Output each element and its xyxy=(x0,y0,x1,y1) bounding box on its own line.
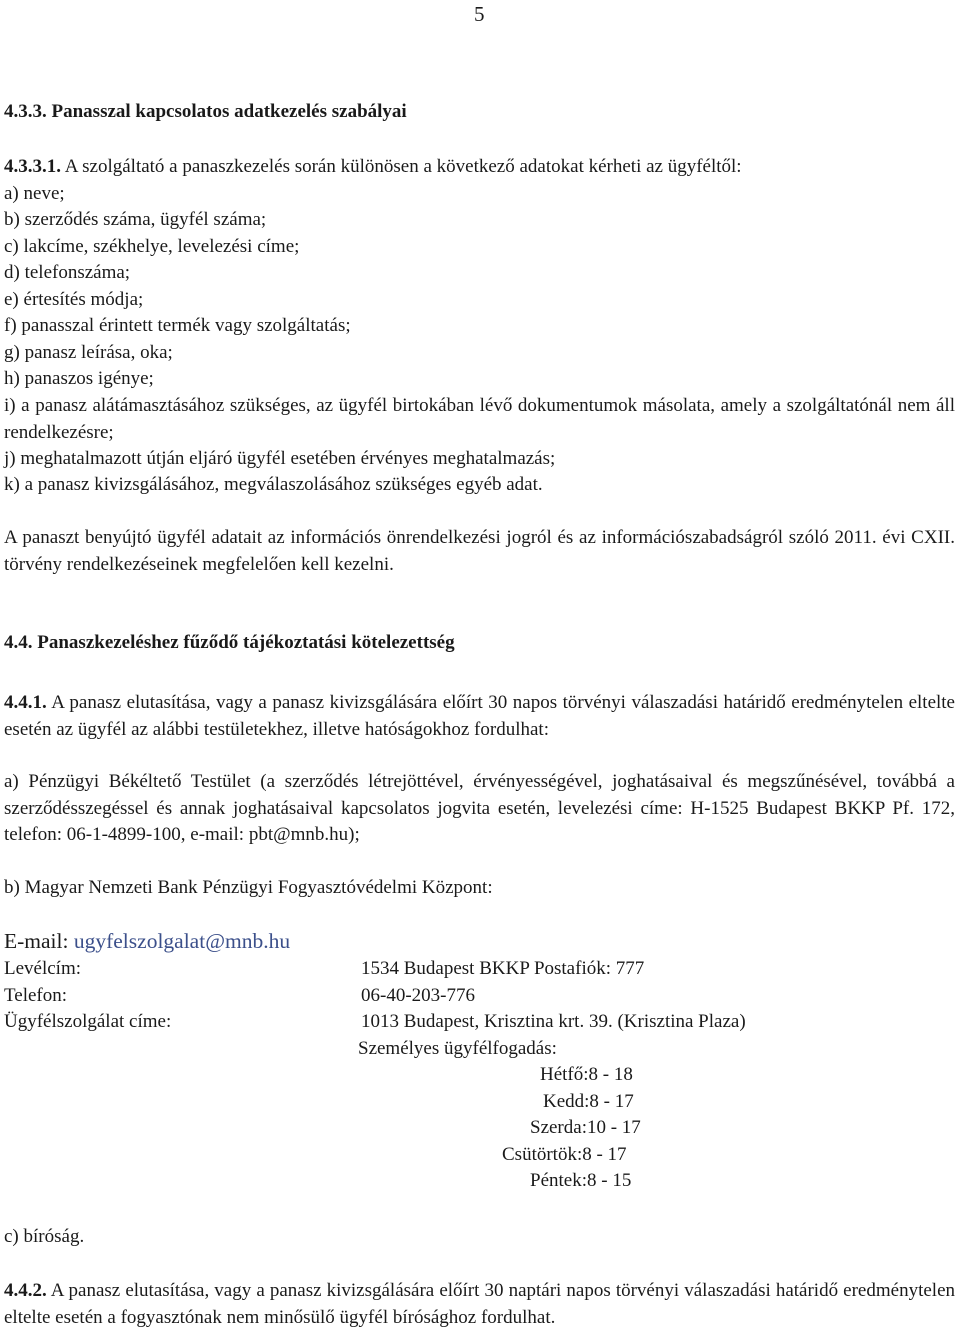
paragraph-text: A panasz elutasítása, vagy a panasz kivizsgálására előírt 30 napos törvényi válaszadási határidő eredménytelen eltelte esetén az ügyfél az alábbi testületekhez, illetve hatóságokhoz fordulhat: xyxy=(4,692,955,740)
data-item-b: b) szerződés száma, ügyfél száma; xyxy=(4,209,267,230)
paragraph-4-3-3-1 xyxy=(4,154,742,181)
data-item-e: e) értesítés módja; xyxy=(4,289,144,310)
data-item-i: i) a panasz alátámasztásához szükséges, az ügyfél birtokában lévő dokumentumok másolata, amely a szolgáltatónál nem áll rendelkezésre; xyxy=(4,395,955,443)
email-line xyxy=(4,929,290,954)
hours-monday: Hétfő:8 - 18 xyxy=(540,1064,633,1085)
option-c-court: c) bíróság. xyxy=(4,1226,85,1247)
data-item-f: f) panasszal érintett termék vagy szolgáltatás; xyxy=(4,315,351,336)
contact-label-mail: Levélcím: xyxy=(4,958,82,979)
email-link[interactable]: ugyfelszolgalat@mnb.hu xyxy=(73,929,291,953)
hours-tuesday: Kedd:8 - 17 xyxy=(543,1091,634,1112)
hours-wednesday: Szerda:10 - 17 xyxy=(530,1117,641,1138)
section-heading-4-4: 4.4. Panaszkezeléshez fűződő tájékoztatási kötelezettség xyxy=(4,632,455,653)
hours-thursday: Csütörtök:8 - 17 xyxy=(502,1144,627,1165)
paragraph-number: 4.4.2. xyxy=(4,1280,47,1301)
paragraph-4-4-2 xyxy=(4,1278,955,1331)
data-item-d: d) telefonszáma; xyxy=(4,262,131,283)
paragraph-4-4-1 xyxy=(4,690,955,743)
data-protection-paragraph: A panaszt benyújtó ügyfél adatait az információs önrendelkezési jogról és az információszabadságról szóló 2011. évi CXII. törvény rendelkezéseinek megfelelően kell kezelni. xyxy=(4,527,955,575)
paragraph-text: A szolgáltató a panaszkezelés során különösen a következő adatokat kérheti az ügyféltől: xyxy=(61,156,742,177)
option-b-mnb: b) Magyar Nemzeti Bank Pénzügyi Fogyasztóvédelmi Központ: xyxy=(4,877,493,898)
data-item-g: g) panasz leírása, oka; xyxy=(4,342,173,363)
paragraph-number: 4.3.3.1. xyxy=(4,156,61,177)
email-label: E-mail: xyxy=(4,929,74,953)
contact-value-office: 1013 Budapest, Krisztina krt. 39. (Krisztina Plaza) xyxy=(361,1011,746,1032)
contact-value-phone: 06-40-203-776 xyxy=(361,985,475,1006)
hours-title: Személyes ügyfélfogadás: xyxy=(358,1038,557,1059)
contact-label-office: Ügyfélszolgálat címe: xyxy=(4,1011,172,1032)
contact-label-phone: Telefon: xyxy=(4,985,68,1006)
section-heading-4-3-3: 4.3.3. Panasszal kapcsolatos adatkezelés szabályai xyxy=(4,101,407,122)
option-a-pbt: a) Pénzügyi Békéltető Testület (a szerződés létrejöttével, érvényességével, joghatásaival és megszűnésével, továbbá a szerződésszegéssel és annak joghatásaival kapcsolatos jogvita esetén, levelezési címe: H-1525 Budapest BKKP Pf. 172, telefon: 06-1-4899-100, e-mail: pbt@mnb.hu); xyxy=(4,771,955,845)
contact-value-mail: 1534 Budapest BKKP Postafiók: 777 xyxy=(361,958,645,979)
data-item-k: k) a panasz kivizsgálásához, megválaszolásához szükséges egyéb adat. xyxy=(4,474,543,495)
data-item-j: j) meghatalmazott útján eljáró ügyfél esetében érvényes meghatalmazás; xyxy=(4,448,556,469)
data-item-a: a) neve; xyxy=(4,183,65,204)
data-item-c: c) lakcíme, székhelye, levelezési címe; xyxy=(4,236,300,257)
data-item-h: h) panaszos igénye; xyxy=(4,368,154,389)
hours-friday: Péntek:8 - 15 xyxy=(530,1170,632,1191)
paragraph-text: A panasz elutasítása, vagy a panasz kivizsgálására előírt 30 naptári napos törvényi válaszadási határidő eredménytelen eltelte esetén a fogyasztónak nem minősülő ügyfél bírósághoz fordulhat. xyxy=(4,1280,955,1328)
page-number: 5 xyxy=(474,2,485,26)
paragraph-number: 4.4.1. xyxy=(4,692,47,713)
